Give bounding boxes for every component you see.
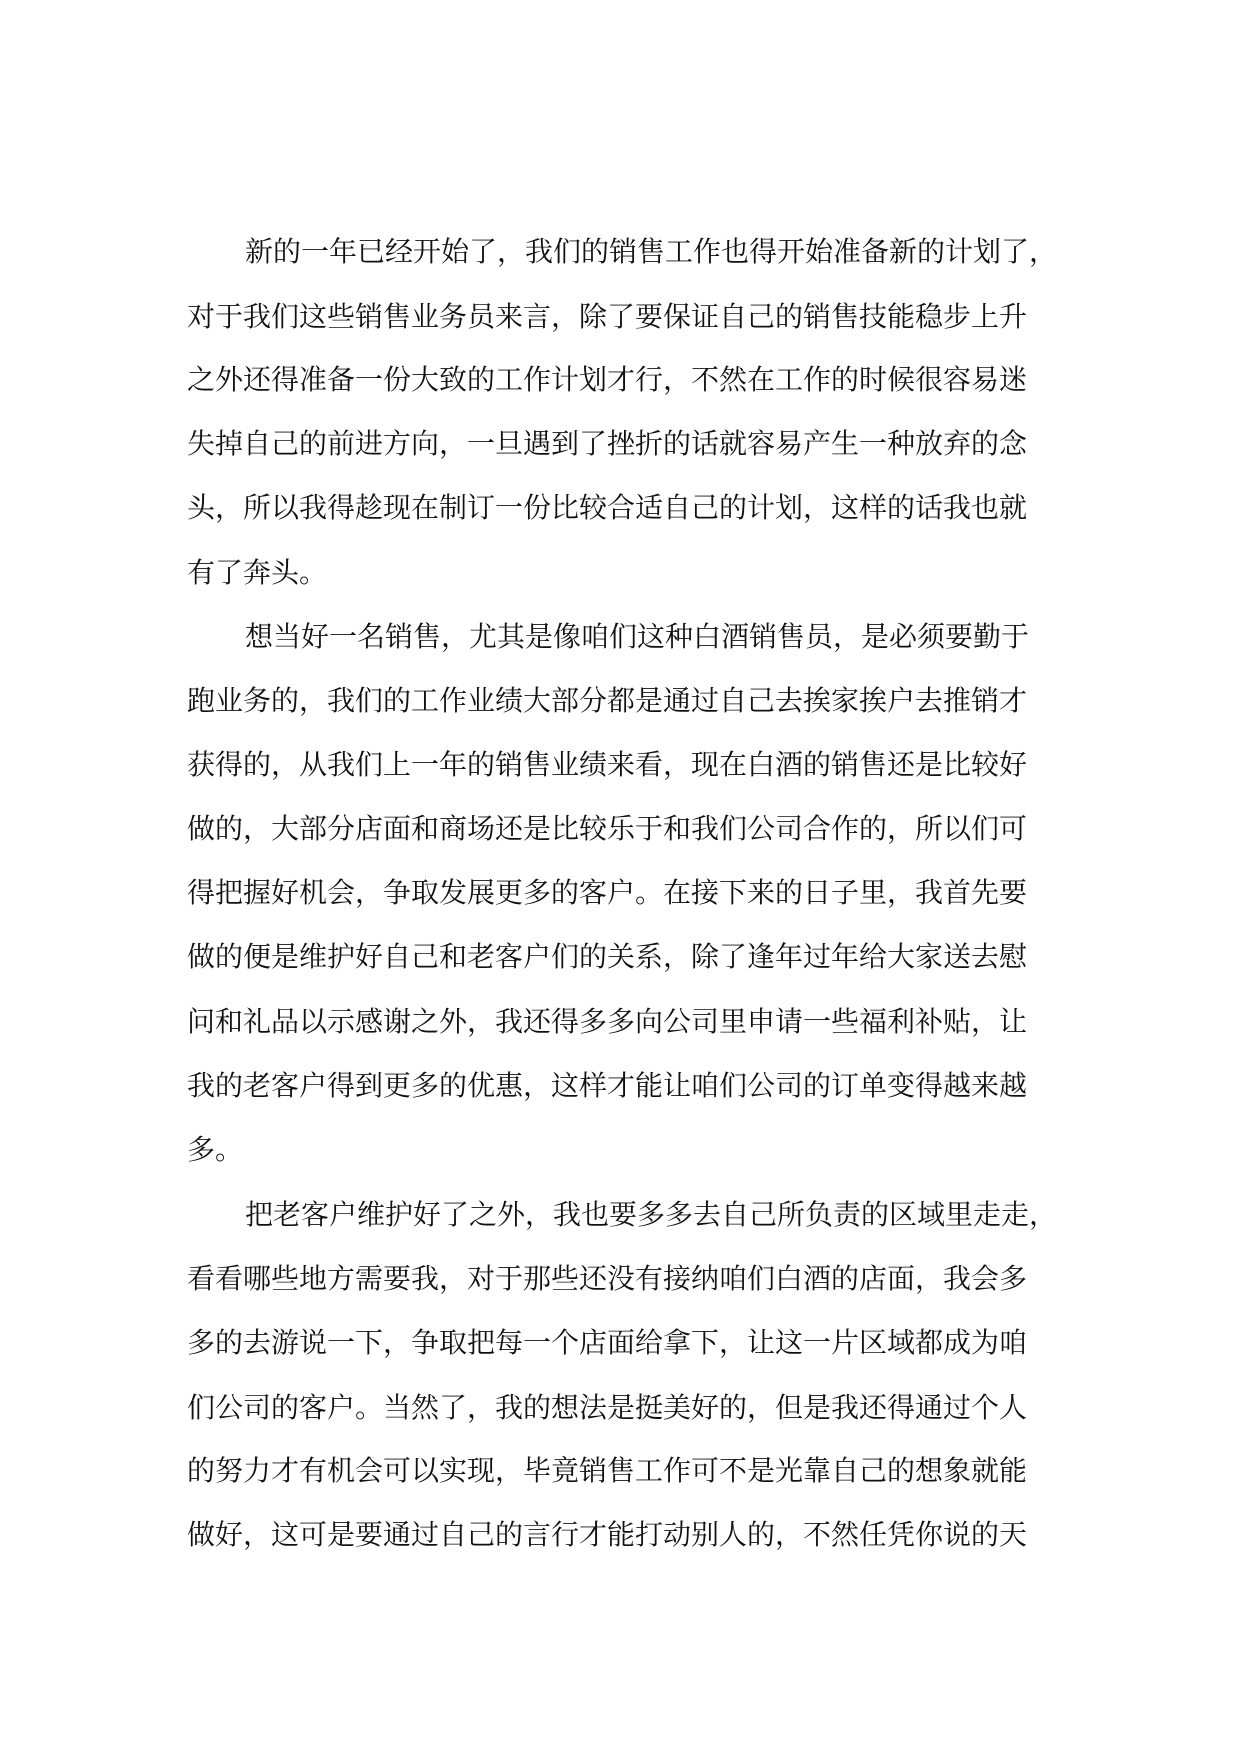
paragraph-2-line-3: 获得的，从我们上一年的销售业绩来看，现在白酒的销售还是比较好 — [187, 748, 1028, 781]
paragraph-2-line-9: 多。 — [187, 1133, 244, 1166]
paragraph-3-line-6: 做好，这可是要通过自己的言行才能打动别人的，不然任凭你说的天 — [187, 1518, 1028, 1551]
paragraph-2-line-1: 想当好一名销售，尤其是像咱们这种白酒销售员，是必须要勤于 — [245, 620, 1030, 653]
paragraph-3-line-1: 把老客户维护好了之外，我也要多多去自己所负责的区域里走走， — [245, 1198, 1057, 1231]
paragraph-1-line-6: 有了奔头。 — [187, 556, 328, 589]
paragraph-2-line-2: 跑业务的，我们的工作业绩大部分都是通过自己去挨家挨户去推销才 — [187, 684, 1028, 717]
paragraph-2-line-8: 我的老客户得到更多的优惠，这样才能让咱们公司的订单变得越来越 — [187, 1069, 1028, 1102]
paragraph-1-line-5: 头，所以我得趁现在制订一份比较合适自己的计划，这样的话我也就 — [187, 491, 1028, 524]
paragraph-2-line-4: 做的，大部分店面和商场还是比较乐于和我们公司合作的，所以们可 — [187, 812, 1028, 845]
paragraph-2-line-7: 问和礼品以示感谢之外，我还得多多向公司里申请一些福利补贴，让 — [187, 1005, 1028, 1038]
paragraph-1-line-4: 失掉自己的前进方向，一旦遇到了挫折的话就容易产生一种放弃的念 — [187, 427, 1028, 460]
paragraph-2-line-6: 做的便是维护好自己和老客户们的关系，除了逢年过年给大家送去慰 — [187, 940, 1028, 973]
paragraph-3-line-2: 看看哪些地方需要我，对于那些还没有接纳咱们白酒的店面，我会多 — [187, 1262, 1028, 1295]
paragraph-1-line-3: 之外还得准备一份大致的工作计划才行，不然在工作的时候很容易迷 — [187, 363, 1028, 396]
paragraph-3-line-3: 多的去游说一下，争取把每一个店面给拿下，让这一片区域都成为咱 — [187, 1326, 1028, 1359]
paragraph-1-line-2: 对于我们这些销售业务员来言，除了要保证自己的销售技能稳步上升 — [187, 300, 1028, 333]
paragraph-3-line-4: 们公司的客户。当然了，我的想法是挺美好的，但是我还得通过个人 — [187, 1391, 1028, 1424]
paragraph-3-line-5: 的努力才有机会可以实现，毕竟销售工作可不是光靠自己的想象就能 — [187, 1454, 1028, 1487]
paragraph-1-line-1: 新的一年已经开始了，我们的销售工作也得开始准备新的计划了， — [245, 235, 1057, 268]
paragraph-2-line-5: 得把握好机会，争取发展更多的客户。在接下来的日子里，我首先要 — [187, 876, 1028, 909]
